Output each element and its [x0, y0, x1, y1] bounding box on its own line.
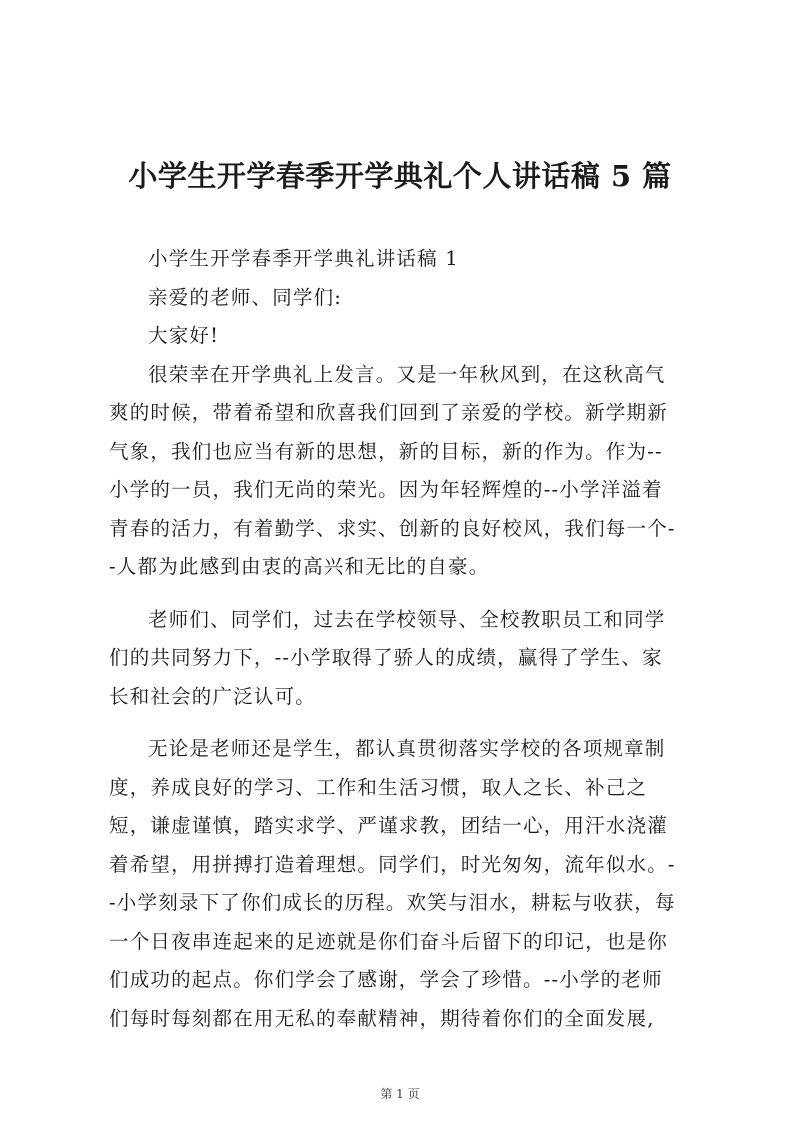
paragraph-line: 无论是老师还是学生，都认真贯彻落实学校的各项规章制 [148, 737, 666, 760]
paragraph-line: 很荣幸在开学典礼上发言。又是一年秋风到，在这秋高气 [148, 362, 666, 386]
salutation: 亲爱的老师、同学们: [148, 285, 343, 309]
paragraph-line: -人都为此感到由衷的高兴和无比的自豪。 [109, 555, 490, 578]
paragraph-gap [109, 587, 692, 601]
paragraph-line: 一个日夜串连起来的足迹就是你们奋斗后留下的印记，也是你 [109, 929, 668, 953]
paragraph-line: -小学刻录下了你们成长的历程。欢笑与泪水，耕耘与收获，每 [109, 891, 676, 914]
paragraph-line: 老师们、同学们，过去在学校领导、全校教职员工和同学 [148, 607, 666, 631]
greeting: 大家好! [148, 324, 220, 347]
paragraph-line: 着希望，用拼搏打造着理想。同学们，时光匆匆，流年似水。- [109, 852, 676, 876]
paragraph-line: 爽的时候，带着希望和欣喜我们回到了亲爱的学校。新学期新 [109, 401, 668, 424]
document-body [109, 240, 692, 1038]
paragraph-line: 度，养成良好的学习、工作和生活习惯，取人之长、补己之 [109, 775, 648, 799]
paragraph-line: 小学的一员，我们无尚的荣光。因为年轻辉煌的--小学洋溢着 [109, 478, 663, 501]
section-heading: 小学生开学春季开学典礼讲话稿 1 [148, 247, 459, 270]
document-title: 小学生开学春季开学典礼个人讲话稿 5 篇 [128, 159, 672, 193]
paragraph-line: 青春的活力，有着勤学、求实、创新的良好校风，我们每一个- [109, 516, 676, 540]
paragraph-line: 长和社会的广泛认可。 [109, 684, 317, 708]
page-number: 第 1 页 [380, 1087, 420, 1101]
paragraph-line: 们每时每刻都在用无私的奉献精神，期待着你们的全面发展, [109, 1006, 655, 1030]
paragraph-line: 短，谦虚谨慎，踏实求学、严谨求教，团结一心，用汗水浇灌 [109, 814, 668, 837]
paragraph-line: 们的共同努力下，--小学取得了骄人的成绩，赢得了学生、家 [109, 646, 663, 669]
paragraph-line: 气象，我们也应当有新的思想，新的目标，新的作为。作为-- [109, 439, 663, 463]
paragraph-line: 们成功的起点。你们学会了感谢，学会了珍惜。--小学的老师 [109, 968, 663, 991]
paragraph-gap [109, 716, 692, 730]
